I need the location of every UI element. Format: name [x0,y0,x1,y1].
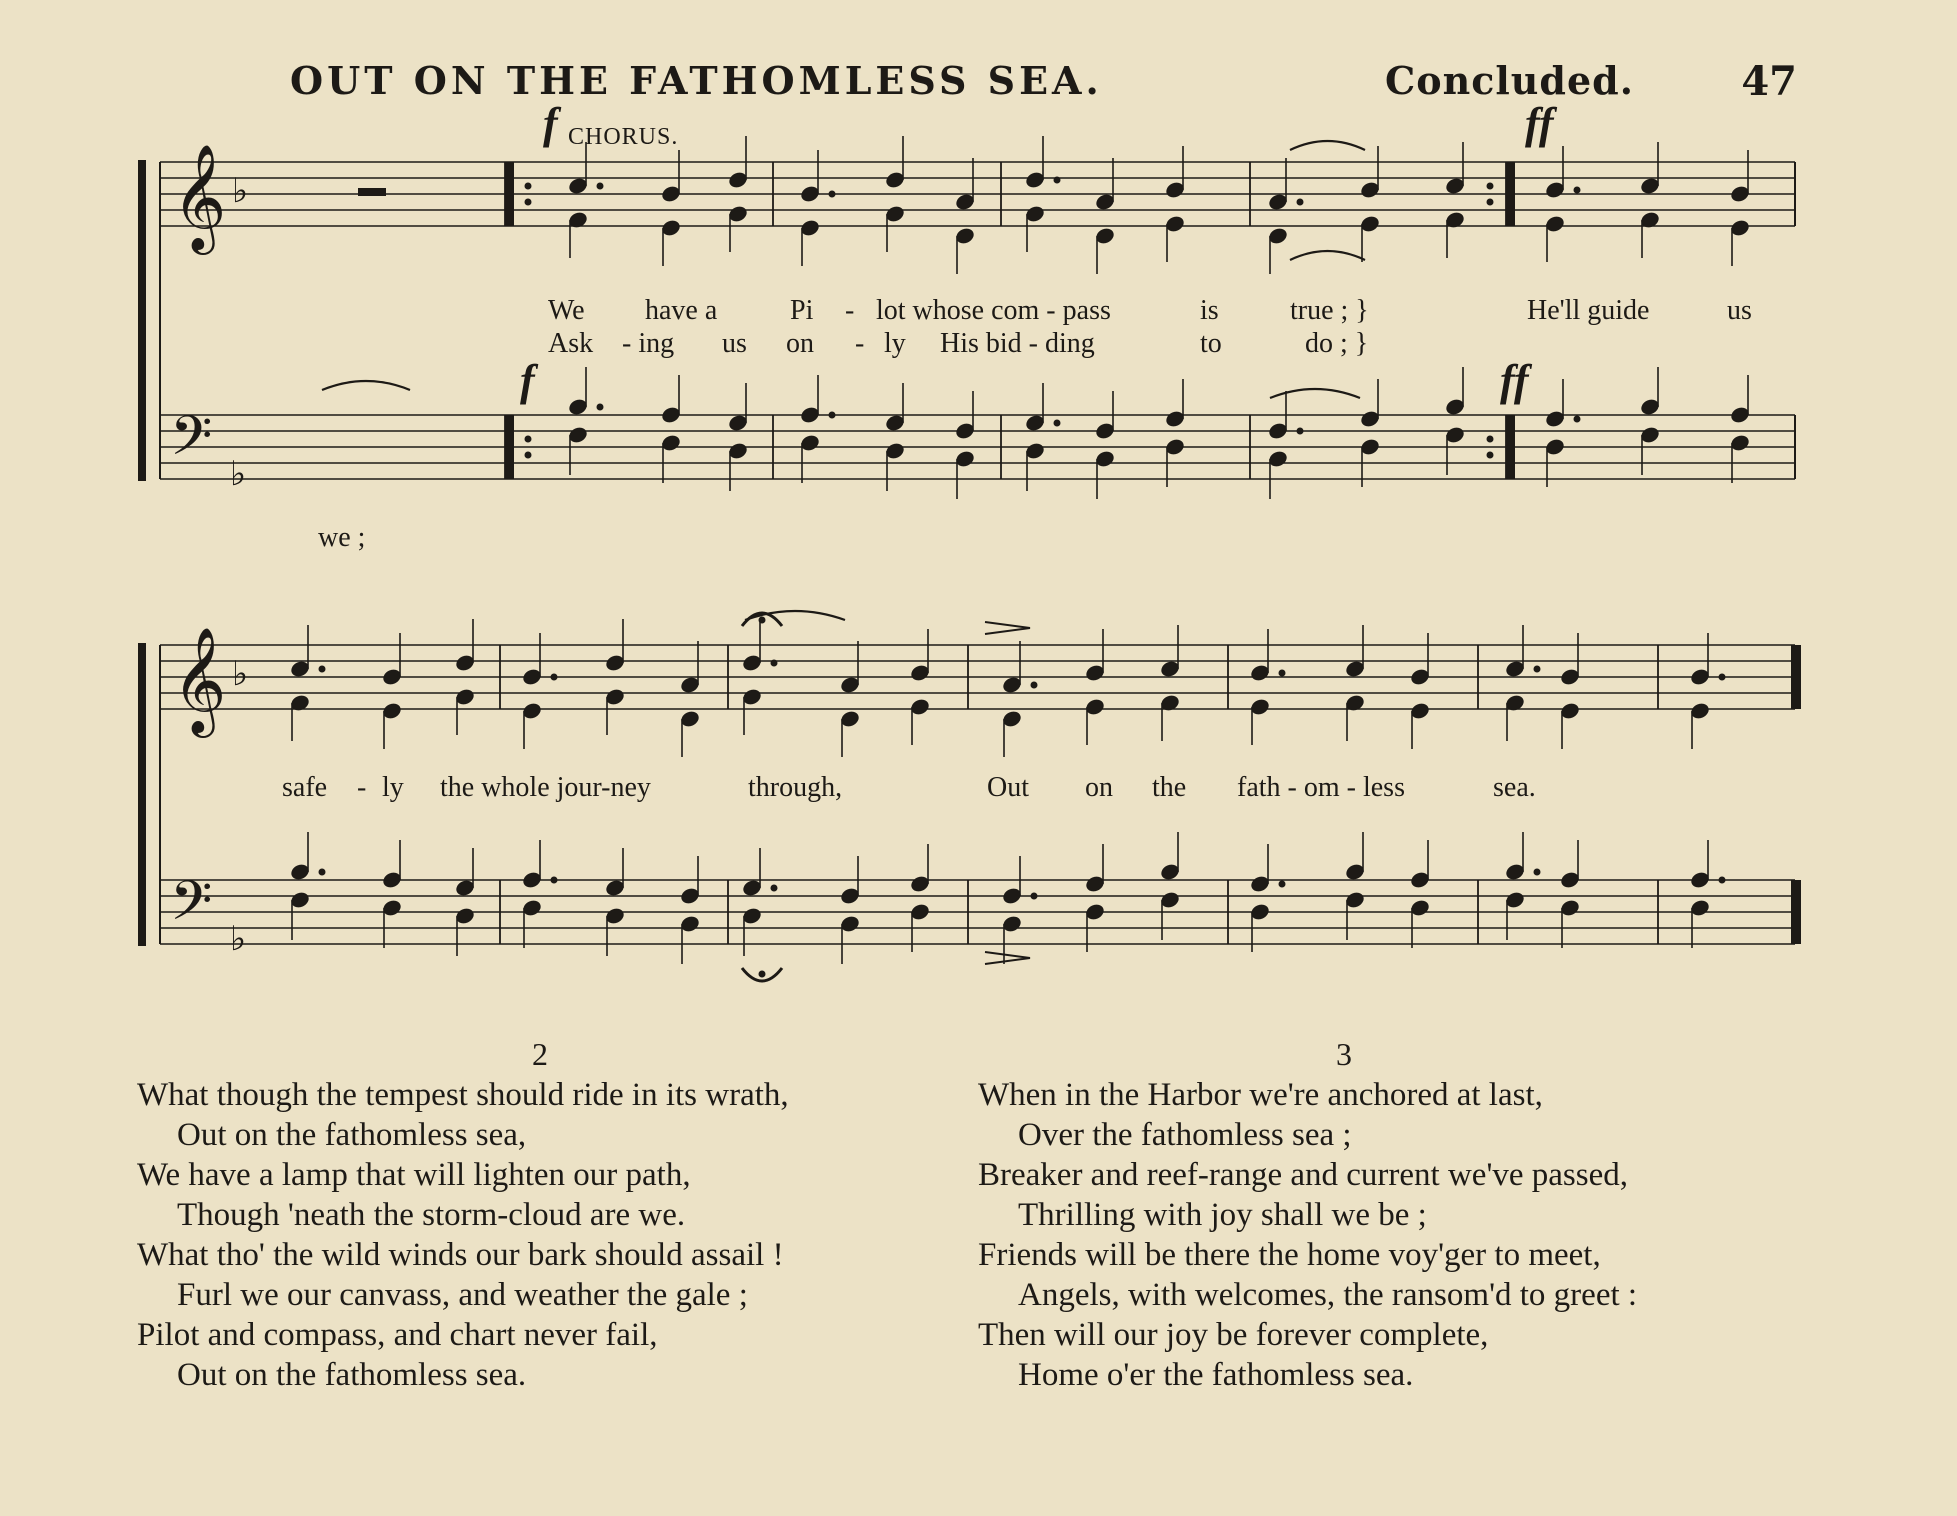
lyric-word: is [1200,295,1219,326]
dynamic-forte-bass: f [520,356,535,405]
verse-line: Pilot and compass, and chart never fail, [137,1317,658,1353]
augmentation-dot [525,183,532,190]
augmentation-dot [771,885,778,892]
repeat-barline [505,162,514,226]
system-bracket [138,160,146,481]
system-bracket [138,643,146,946]
slur [1290,251,1365,260]
lyric-word: on [786,328,814,359]
repeat-barline [1506,415,1515,479]
lyric-word: His bid - ding [940,328,1095,359]
slur [1270,389,1360,398]
augmentation-dot [1574,416,1581,423]
augmentation-dot [1279,670,1286,677]
lyric-word: He'll guide [1527,295,1650,326]
lyric-word: - [845,295,855,326]
verse-line: Home o'er the fathomless sea. [1018,1357,1414,1393]
augmentation-dot [525,436,532,443]
lyric-word: through, [748,772,843,803]
augmentation-dot [319,666,326,673]
dynamic-fortissimo-bass: ff [1500,356,1529,405]
augmentation-dot [1297,199,1304,206]
slur [1290,141,1365,150]
lyric-word: lot whose com - pass [876,295,1111,326]
verse-line: What though the tempest should ride in its wrath, [137,1077,789,1113]
augmentation-dot [829,191,836,198]
augmentation-dot [597,404,604,411]
lyric-word: do ; } [1305,328,1369,359]
augmentation-dot [1719,877,1726,884]
treble-clef: 𝄞 [172,626,227,733]
verse-number: 2 [532,1036,548,1072]
lyric-word: to [1200,328,1222,359]
verse-line: Then will our joy be forever complete, [978,1317,1489,1353]
verse-line: Angels, with welcomes, the ransom'd to greet : [1018,1277,1638,1313]
dynamic-fortissimo-treble: ff [1525,99,1554,148]
verse-line: We have a lamp that will lighten our path, [137,1157,691,1193]
final-barline [1791,880,1801,944]
lyric-word: us [1727,295,1752,326]
flat-sign: ♭ [230,919,247,959]
lyric-word: ly [884,328,906,359]
augmentation-dot [759,617,766,624]
verse-line: Though 'neath the storm-cloud are we. [177,1197,686,1233]
augmentation-dot [525,199,532,206]
lyric-word: - ing [622,328,675,359]
flat-sign: ♭ [232,654,249,694]
verse-2 [137,1075,789,1395]
lyric-word: - [855,328,865,359]
bass-lyric-word: we ; [318,522,366,553]
verse-line: Out on the fathomless sea, [177,1117,527,1153]
verse-line: Thrilling with joy shall we be ; [1018,1197,1427,1233]
lyric-word: true ; } [1290,295,1369,326]
augmentation-dot [1574,187,1581,194]
concluded-label: Concluded. [1385,58,1634,103]
song-title: OUT ON THE FATHOMLESS SEA. [290,58,1103,103]
lyric-word: Out [987,772,1029,803]
verse-line: When in the Harbor we're anchored at last, [978,1077,1543,1113]
lyric-word: the whole jour-ney [440,772,651,803]
lyric-word: Pi [790,295,814,326]
accent-mark [985,952,1030,964]
verse-line: Furl we our canvass, and weather the gale ; [177,1277,748,1313]
augmentation-dot [829,412,836,419]
final-barline [1791,645,1801,709]
verse-line: Breaker and reef-range and current we've passed, [978,1157,1629,1193]
augmentation-dot [1054,420,1061,427]
verse-line: Friends will be there the home voy'ger to meet, [978,1237,1601,1273]
augmentation-dot [1031,893,1038,900]
augmentation-dot [1031,682,1038,689]
augmentation-dot [771,660,778,667]
augmentation-dot [1487,199,1494,206]
accent-mark [985,622,1030,634]
lyric-word: fath - om - less [1237,772,1405,803]
augmentation-dot [1054,177,1061,184]
dynamic-forte-treble: f [543,99,558,148]
whole-rest [358,188,386,196]
augmentation-dot [525,452,532,459]
lyric-word: ly [382,772,404,803]
lyric-word: safe [282,772,328,803]
augmentation-dot [551,674,558,681]
lyric-word: sea. [1493,772,1536,803]
augmentation-dot [1487,452,1494,459]
slur [322,381,410,390]
repeat-barline [505,415,514,479]
augmentation-dot [1487,183,1494,190]
flat-sign: ♭ [232,171,249,211]
verse-3 [978,1075,1637,1395]
repeat-barline [1506,162,1515,226]
augmentation-dot [1534,666,1541,673]
flat-sign: ♭ [230,454,247,494]
augmentation-dot [1297,428,1304,435]
augmentation-dot [1487,436,1494,443]
verse-line: Over the fathomless sea ; [1018,1117,1352,1153]
bass-clef: 𝄢 [170,869,213,946]
verse-number: 3 [1336,1036,1352,1072]
augmentation-dot [759,971,766,978]
lyric-word: the [1152,772,1187,803]
augmentation-dot [1719,674,1726,681]
augmentation-dot [1534,869,1541,876]
augmentation-dot [1279,881,1286,888]
lyric-word: us [722,328,747,359]
lyric-word: have a [645,295,718,326]
treble-clef: 𝄞 [172,143,227,250]
bass-clef: 𝄢 [170,404,213,481]
lyric-word: Ask [548,328,594,359]
chorus-label: CHORUS. [568,124,679,150]
augmentation-dot [597,183,604,190]
lyric-word: We [548,295,585,326]
augmentation-dot [551,877,558,884]
verse-line: Out on the fathomless sea. [177,1357,527,1393]
lyric-word: - [357,772,367,803]
augmentation-dot [319,869,326,876]
verse-line: What tho' the wild winds our bark should assail ! [137,1237,784,1273]
page-number: 47 [1741,58,1797,105]
lyric-word: on [1085,772,1113,803]
